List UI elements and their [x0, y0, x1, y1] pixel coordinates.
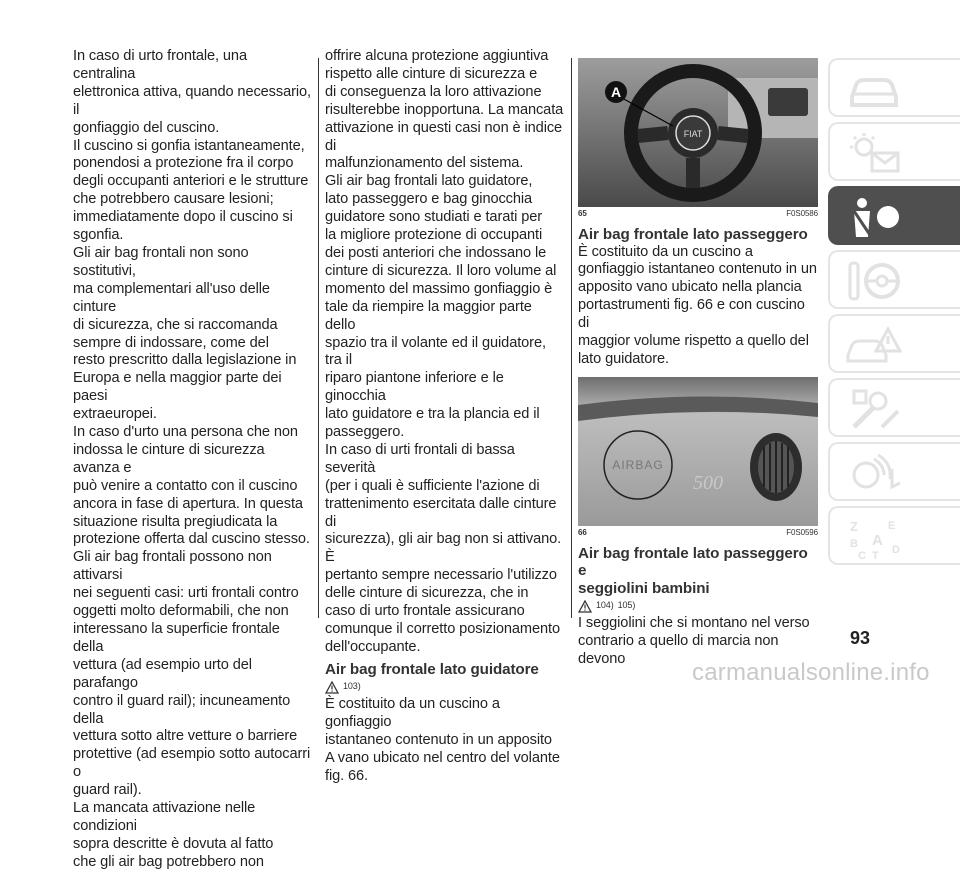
section-heading-driver-airbag: Air bag frontale lato guidatore [325, 660, 539, 678]
figure-code: F0S0586 [786, 209, 818, 218]
page-number: 93 [850, 628, 871, 648]
paragraph: La mancata attivazione nelle condizioni sopra descritte è dovuta al fatto che gli air bag potrebbero non [73, 800, 274, 870]
column-divider [571, 58, 572, 618]
index-letter: Z [850, 519, 858, 534]
figure-caption [578, 208, 818, 220]
figure-caption [578, 527, 818, 539]
paragraph: In caso di urti frontali di bassa severità (per i quali è sufficiente l'azione di trattenimento esercitata dalle cinture di sicurezza), gli air bag non si attivano. È pertanto sempre necessario l'utilizzo delle cinture di sicurezza, che in caso di urto frontale assicurano comunque il corretto posizionamento dell'occupante. [325, 441, 562, 655]
tab-index[interactable] [828, 506, 960, 565]
index-letter: T [872, 550, 879, 559]
warning-ref-number: 104) [596, 600, 614, 611]
warning-reference [578, 597, 818, 615]
steering-wheel-icon [844, 259, 904, 303]
multimedia-icon [844, 451, 904, 495]
airbag-label: AIRBAG [612, 457, 664, 472]
warning-lights-icon [844, 131, 904, 175]
warning-reference [325, 678, 565, 696]
paragraph: I seggiolini che si montano nel verso contrario a quello di marcia non devono [578, 615, 810, 668]
emergency-car-icon [844, 323, 904, 367]
dashboard-photo [578, 377, 818, 526]
tab-multimedia[interactable] [828, 442, 960, 501]
text-column-2 [325, 48, 565, 786]
index-letter: E [888, 520, 896, 532]
paragraph: Il cuscino si gonfia istantaneamente, ponendosi a protezione fra il corpo degli occupanti anteriori e le strutture che potrebbero causare lesioni; immediatamente dopo il cuscino si sgonfia. [73, 137, 309, 244]
paragraph: È costituito da un cuscino a gonfiaggio istantaneo contenuto in un apposito vano ubicato nella plancia portastrumenti fig. 66 e con cuscino di maggior volume rispetto a quello del lato guidatore. [578, 243, 817, 367]
paragraph: È costituito da un cuscino a gonfiaggio istantaneo contenuto in un apposito A vano ubicato nel centro del volante fig. 66. [325, 696, 560, 784]
warning-ref-number: 105) [617, 600, 636, 611]
index-letter: A [872, 532, 883, 549]
paragraph: In caso di urto frontale, una centralina elettronica attiva, quando necessario, il gonfiaggio del cuscino. [73, 48, 311, 136]
model-badge: 500 [693, 471, 723, 494]
tab-warning-lights[interactable] [828, 122, 960, 181]
paragraph: offrire alcuna protezione aggiuntiva rispetto alle cinture di sicurezza e di conseguenza la loro attivazione risulterebbe inopportuna. La mancata attivazione in questi casi non è indice di malfunzionamento del sistema. [325, 48, 564, 172]
column-divider [318, 58, 319, 618]
section-heading-passenger-airbag: Air bag frontale lato passeggero [578, 226, 808, 243]
warning-ref-number: 103) [343, 681, 361, 692]
footer-watermark: carmanualsonline.info [692, 659, 930, 686]
maintenance-icon [844, 387, 904, 431]
figure-code: F0S0596 [786, 527, 818, 537]
tab-emergency[interactable] [828, 314, 960, 373]
warning-triangle-icon [578, 600, 592, 613]
fiat-logo: FIAT [683, 129, 703, 139]
tab-maintenance[interactable] [828, 378, 960, 437]
tab-dashboard[interactable] [828, 58, 960, 117]
figure-66-dashboard-airbag [578, 377, 818, 526]
index-letters-icon [844, 515, 904, 559]
chapter-tabs [828, 58, 960, 570]
index-letter: C [858, 550, 866, 559]
steering-wheel-photo [578, 58, 818, 207]
tab-safety[interactable] [828, 186, 960, 245]
figure-65-steering-wheel [578, 58, 818, 207]
paragraph: Gli air bag frontali lato guidatore, lato passeggero e bag ginocchia guidatore sono studiati e tarati per la migliore protezione di occupanti dei posti anteriori che indossano le cinture di sicurezza. Il loro volume al momento del massimo gonfiaggio è tale da riempire la maggior parte dello spazio tra il volante ed il guidatore, tra il riparo piantone inferiore e le ginocchia lato guidatore e tra la plancia ed il passeggero. [325, 173, 557, 441]
callout-label: A [610, 84, 622, 100]
paragraph: In caso d'urto una persona che non indossa le cinture di sicurezza avanza e può venire a contatto con il cuscino ancora in fase di apertura. In questa situazione risulta pregiudicata la protezione offerta dal cuscino stesso. [73, 424, 310, 548]
section-heading-child-seats: Air bag frontale lato passeggero e seggiolini bambini [578, 544, 808, 597]
text-column-1 [73, 48, 313, 872]
tab-driving[interactable] [828, 250, 960, 309]
paragraph: Gli air bag frontali non sono sostitutivi, ma complementari all'uso delle cinture di sicurezza, che si raccomanda sempre di indossare, come del resto prescritto dalla legislazione in Europa e nella maggior parte dei paesi extraeuropei. [73, 244, 297, 423]
car-dashboard-icon [844, 67, 904, 111]
index-letter: D [892, 544, 900, 556]
figure-number: 66 [578, 527, 587, 537]
text-column-3 [578, 58, 818, 669]
paragraph: Gli air bag frontali possono non attivarsi nei seguenti casi: urti frontali contro oggetti molto deformabili, che non interessano la superficie frontale della vettura (ad esempio urto del parafango contro il guard rail); incuneamento della vettura sotto altre vetture o barriere protettive (ad esempio sotto autocarri o guard rail). [73, 549, 311, 799]
seat-belt-airbag-icon [844, 195, 904, 239]
figure-number: 65 [578, 209, 587, 218]
index-letter: B [850, 538, 858, 550]
